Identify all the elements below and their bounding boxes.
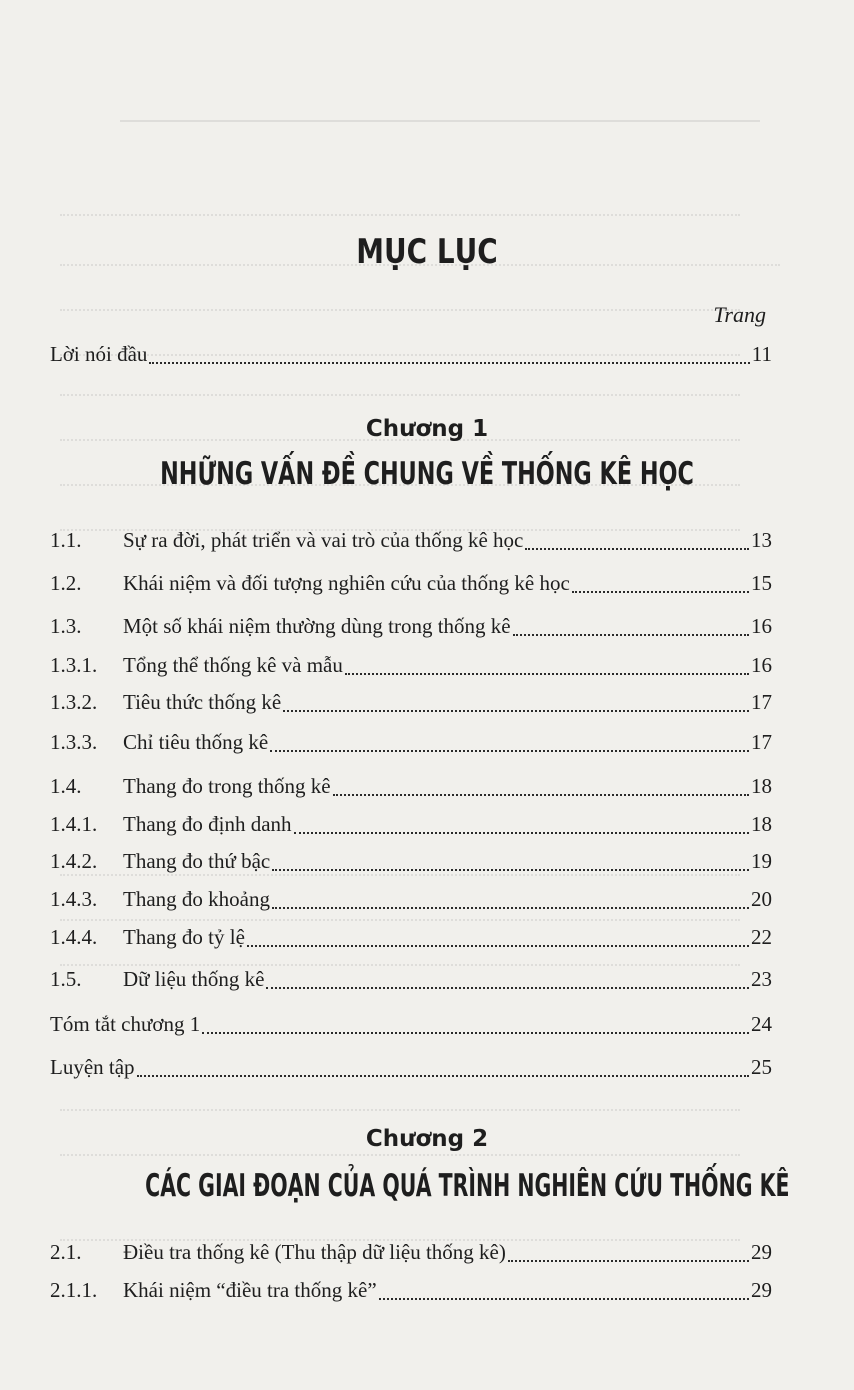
chapter-1-label: Chương 1 xyxy=(365,416,489,442)
toc-entry-page: 18 xyxy=(751,774,772,798)
toc-entry-label: Luyện tập xyxy=(50,1055,135,1079)
toc-entry-number: 2.1. xyxy=(50,1240,82,1264)
dot-leader xyxy=(270,749,749,752)
toc-entry-number: 1.2. xyxy=(50,571,82,595)
dot-leader xyxy=(508,1259,749,1262)
toc-entry-label: Khái niệm “điều tra thống kê” xyxy=(123,1278,377,1302)
dot-leader xyxy=(333,793,749,796)
toc-entry-label: Thang đo khoảng xyxy=(123,887,270,911)
toc-entry-page: 19 xyxy=(751,849,772,873)
toc-entry-number: 1.4. xyxy=(50,774,82,798)
dot-leader xyxy=(247,944,749,947)
toc-entry-page: 17 xyxy=(751,690,772,714)
toc-entry[interactable] xyxy=(50,614,772,642)
page-column-header: Trang xyxy=(713,302,766,327)
toc-entry-page: 13 xyxy=(751,528,772,552)
dot-leader xyxy=(379,1297,749,1300)
toc-entry-number: 1.4.4. xyxy=(50,925,98,949)
toc-entry-number: 1.3.3. xyxy=(50,730,98,754)
dot-leader xyxy=(283,709,749,712)
toc-title: MỤC LỤC xyxy=(356,232,498,272)
toc-entry-label: Dữ liệu thống kê xyxy=(123,967,265,991)
toc-entry-page: 18 xyxy=(751,812,772,836)
toc-entry-summary[interactable] xyxy=(50,1012,772,1040)
dot-leader xyxy=(149,361,749,364)
dot-leader xyxy=(272,906,749,909)
toc-entry[interactable] xyxy=(50,690,772,718)
dot-leader xyxy=(202,1031,749,1034)
toc-entry-page: 16 xyxy=(751,614,772,638)
toc-entry-number: 1.4.2. xyxy=(50,849,98,873)
toc-entry[interactable] xyxy=(50,812,772,840)
toc-entry-label: Thang đo định danh xyxy=(123,812,292,836)
toc-entry-page: 11 xyxy=(751,342,772,366)
toc-entry-practice[interactable] xyxy=(50,1055,772,1083)
toc-entry-number: 1.4.3. xyxy=(50,887,98,911)
toc-entry-page: 29 xyxy=(751,1240,772,1264)
toc-entry-label: Tổng thể thống kê và mẫu xyxy=(123,653,343,677)
toc-entry[interactable] xyxy=(50,528,772,556)
toc-entry-number: 2.1.1. xyxy=(50,1278,98,1302)
toc-entry-intro[interactable] xyxy=(50,342,772,370)
toc-entry-number: 1.3.2. xyxy=(50,690,98,714)
dot-leader xyxy=(572,590,749,593)
toc-entry-label: Lời nói đầu xyxy=(50,342,148,366)
chapter-2-label: Chương 2 xyxy=(365,1126,489,1152)
toc-entry-page: 23 xyxy=(751,967,772,991)
toc-entry-number: 1.5. xyxy=(50,967,82,991)
toc-entry-label: Tiêu thức thống kê xyxy=(123,690,282,714)
toc-entry-page: 25 xyxy=(751,1055,772,1079)
toc-entry[interactable] xyxy=(50,730,772,758)
chapter-1-title: NHỮNG VẤN ĐỀ CHUNG VỀ THỐNG KÊ HỌC xyxy=(160,456,694,492)
toc-entry[interactable] xyxy=(50,1278,772,1306)
toc-entry[interactable] xyxy=(50,571,772,599)
toc-entry-label: Tóm tắt chương 1 xyxy=(50,1012,201,1036)
toc-entry[interactable] xyxy=(50,887,772,915)
dot-leader xyxy=(272,868,749,871)
toc-entry-page: 20 xyxy=(751,887,772,911)
dot-leader xyxy=(266,986,749,989)
toc-entry[interactable] xyxy=(50,849,772,877)
toc-entry-page: 15 xyxy=(751,571,772,595)
dot-leader xyxy=(345,672,749,675)
toc-entry[interactable] xyxy=(50,774,772,802)
toc-entry-label: Thang đo trong thống kê xyxy=(123,774,331,798)
toc-entry[interactable] xyxy=(50,653,772,681)
toc-entry-page: 24 xyxy=(751,1012,772,1036)
toc-entry-label: Sự ra đời, phát triển và vai trò của thống kê học xyxy=(123,528,524,552)
dot-leader xyxy=(525,547,749,550)
toc-entry[interactable] xyxy=(50,1240,772,1268)
toc-entry-label: Điều tra thống kê (Thu thập dữ liệu thống kê) xyxy=(123,1240,506,1264)
toc-entry[interactable] xyxy=(50,925,772,953)
toc-entry-page: 16 xyxy=(751,653,772,677)
toc-entry-label: Thang đo thứ bậc xyxy=(123,849,271,873)
toc-entry-number: 1.3. xyxy=(50,614,82,638)
toc-entry-label: Khái niệm và đối tượng nghiên cứu của thống kê học xyxy=(123,571,570,595)
toc-entry-page: 29 xyxy=(751,1278,772,1302)
dot-leader xyxy=(137,1074,749,1077)
toc-entry-number: 1.4.1. xyxy=(50,812,98,836)
toc-entry-page: 22 xyxy=(751,925,772,949)
toc-entry-number: 1.1. xyxy=(50,528,82,552)
toc-entry[interactable] xyxy=(50,967,772,995)
toc-entry-label: Thang đo tỷ lệ xyxy=(123,925,245,949)
toc-entry-label: Chỉ tiêu thống kê xyxy=(123,730,269,754)
dot-leader xyxy=(294,831,749,834)
toc-entry-label: Một số khái niệm thường dùng trong thống kê xyxy=(123,614,511,638)
chapter-2-title: CÁC GIAI ĐOẠN CỦA QUÁ TRÌNH NGHIÊN CỨU THỐNG KÊ xyxy=(145,1168,790,1204)
dot-leader xyxy=(513,633,749,636)
toc-entry-page: 17 xyxy=(751,730,772,754)
toc-entry-number: 1.3.1. xyxy=(50,653,98,677)
